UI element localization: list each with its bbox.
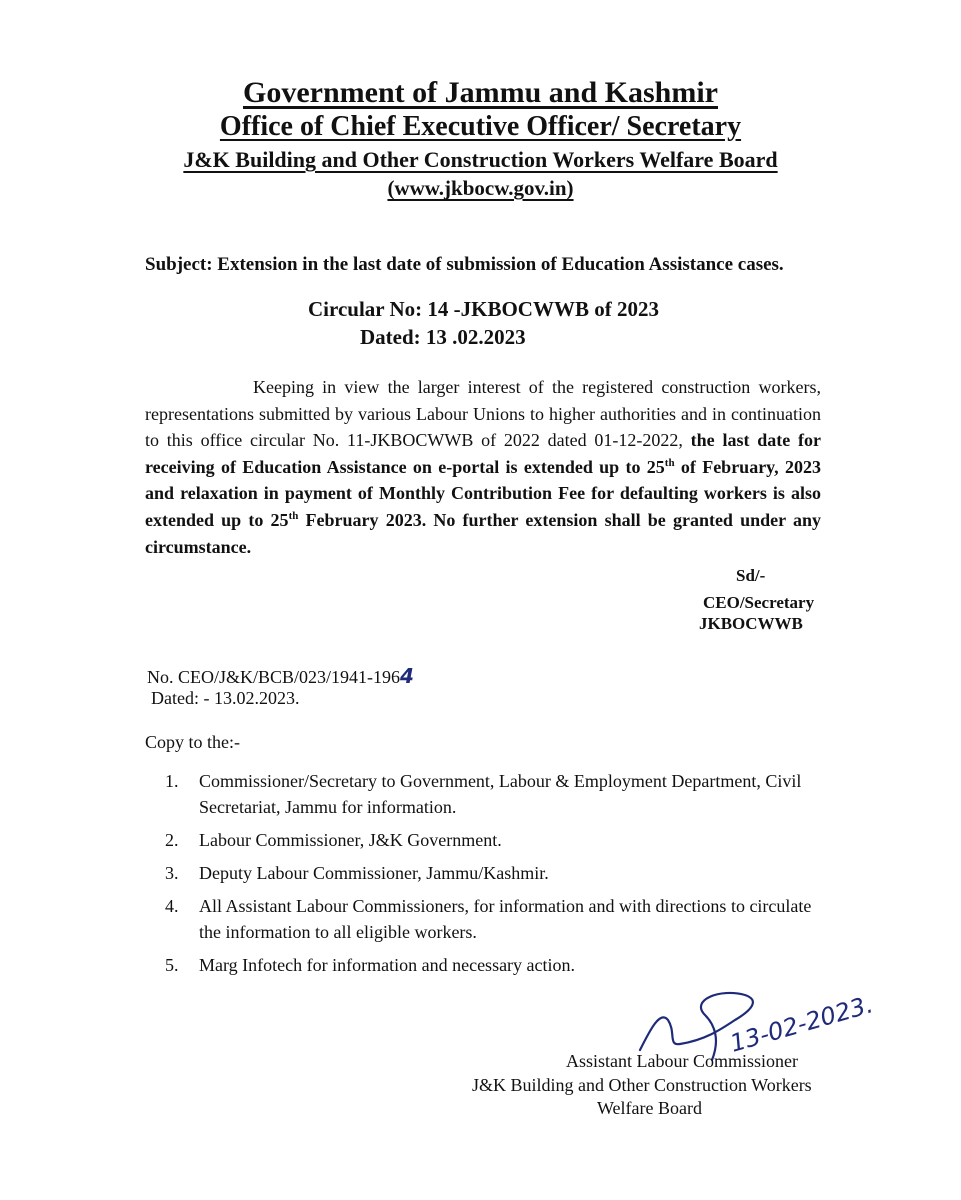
signature-sd: Sd/-: [736, 566, 766, 585]
footer-board-line2: Welfare Board: [597, 1098, 702, 1118]
memo-number-handwritten: 4: [400, 664, 414, 688]
subject-line: Subject: Extension in the last date of submission of Education Assistance cases.: [145, 254, 784, 275]
circular-number: Circular No: 14 -JKBOCWWB of 2023: [308, 297, 659, 321]
circular-date: Dated: 13 .02.2023: [360, 325, 526, 349]
header-board: J&K Building and Other Construction Workers Welfare Board: [183, 147, 778, 172]
memo-date: Dated: - 13.02.2023.: [151, 688, 300, 708]
ordinal-suffix-1: th: [664, 456, 675, 469]
body-text-bold-3: February 2023. No further extension shall be granted under any circumstance.: [145, 509, 822, 557]
copy-to-heading: Copy to the:-: [145, 732, 240, 752]
signatory-designation: CEO/Secretary: [703, 593, 815, 612]
list-item: 2. Labour Commissioner, J&K Government.: [165, 830, 502, 850]
list-item: 3. Deputy Labour Commissioner, Jammu/Kashmir.: [165, 863, 549, 883]
header-government: Government of Jammu and Kashmir: [243, 76, 718, 109]
header-website: (www.jkbocw.gov.in): [387, 176, 574, 200]
signatory-org: JKBOCWWB: [699, 614, 803, 633]
signature-date: 13-02-2023.: [726, 990, 877, 1058]
list-item: 1. Commissioner/Secretary to Government, Labour & Employment Department, Civil Secretariat, Jammu for information.: [165, 771, 802, 817]
list-item: 5. Marg Infotech for information and necessary action.: [165, 955, 576, 975]
body-text-bold-2: of February, 2023 and relaxation in payment of Monthly Contribution Fee for defaulting workers is also extended up to 25: [145, 456, 821, 530]
ordinal-suffix-2: th: [288, 509, 299, 522]
header-office: Office of Chief Executive Officer/ Secretary: [219, 111, 742, 142]
body-text-bold-1: the last date for receiving of Education Assistance on e-portal is extended up to 25: [145, 430, 821, 477]
footer-board-line1: J&K Building and Other Construction Workers: [472, 1075, 812, 1095]
footer-designation: Assistant Labour Commissioner: [566, 1051, 798, 1071]
memo-number: No. CEO/J&K/BCB/023/1941-1964: [147, 664, 414, 688]
list-item: 4. All Assistant Labour Commissioners, for information and with directions to circulate the information to all eligible workers.: [165, 896, 812, 942]
body-text-plain: Keeping in view the larger interest of the registered construction workers, representations submitted by various Labour Unions to higher authorities and in continuation to this office circular No. 11-JKBOCWWB of 2022 dated 01-12-2022,: [145, 377, 821, 451]
